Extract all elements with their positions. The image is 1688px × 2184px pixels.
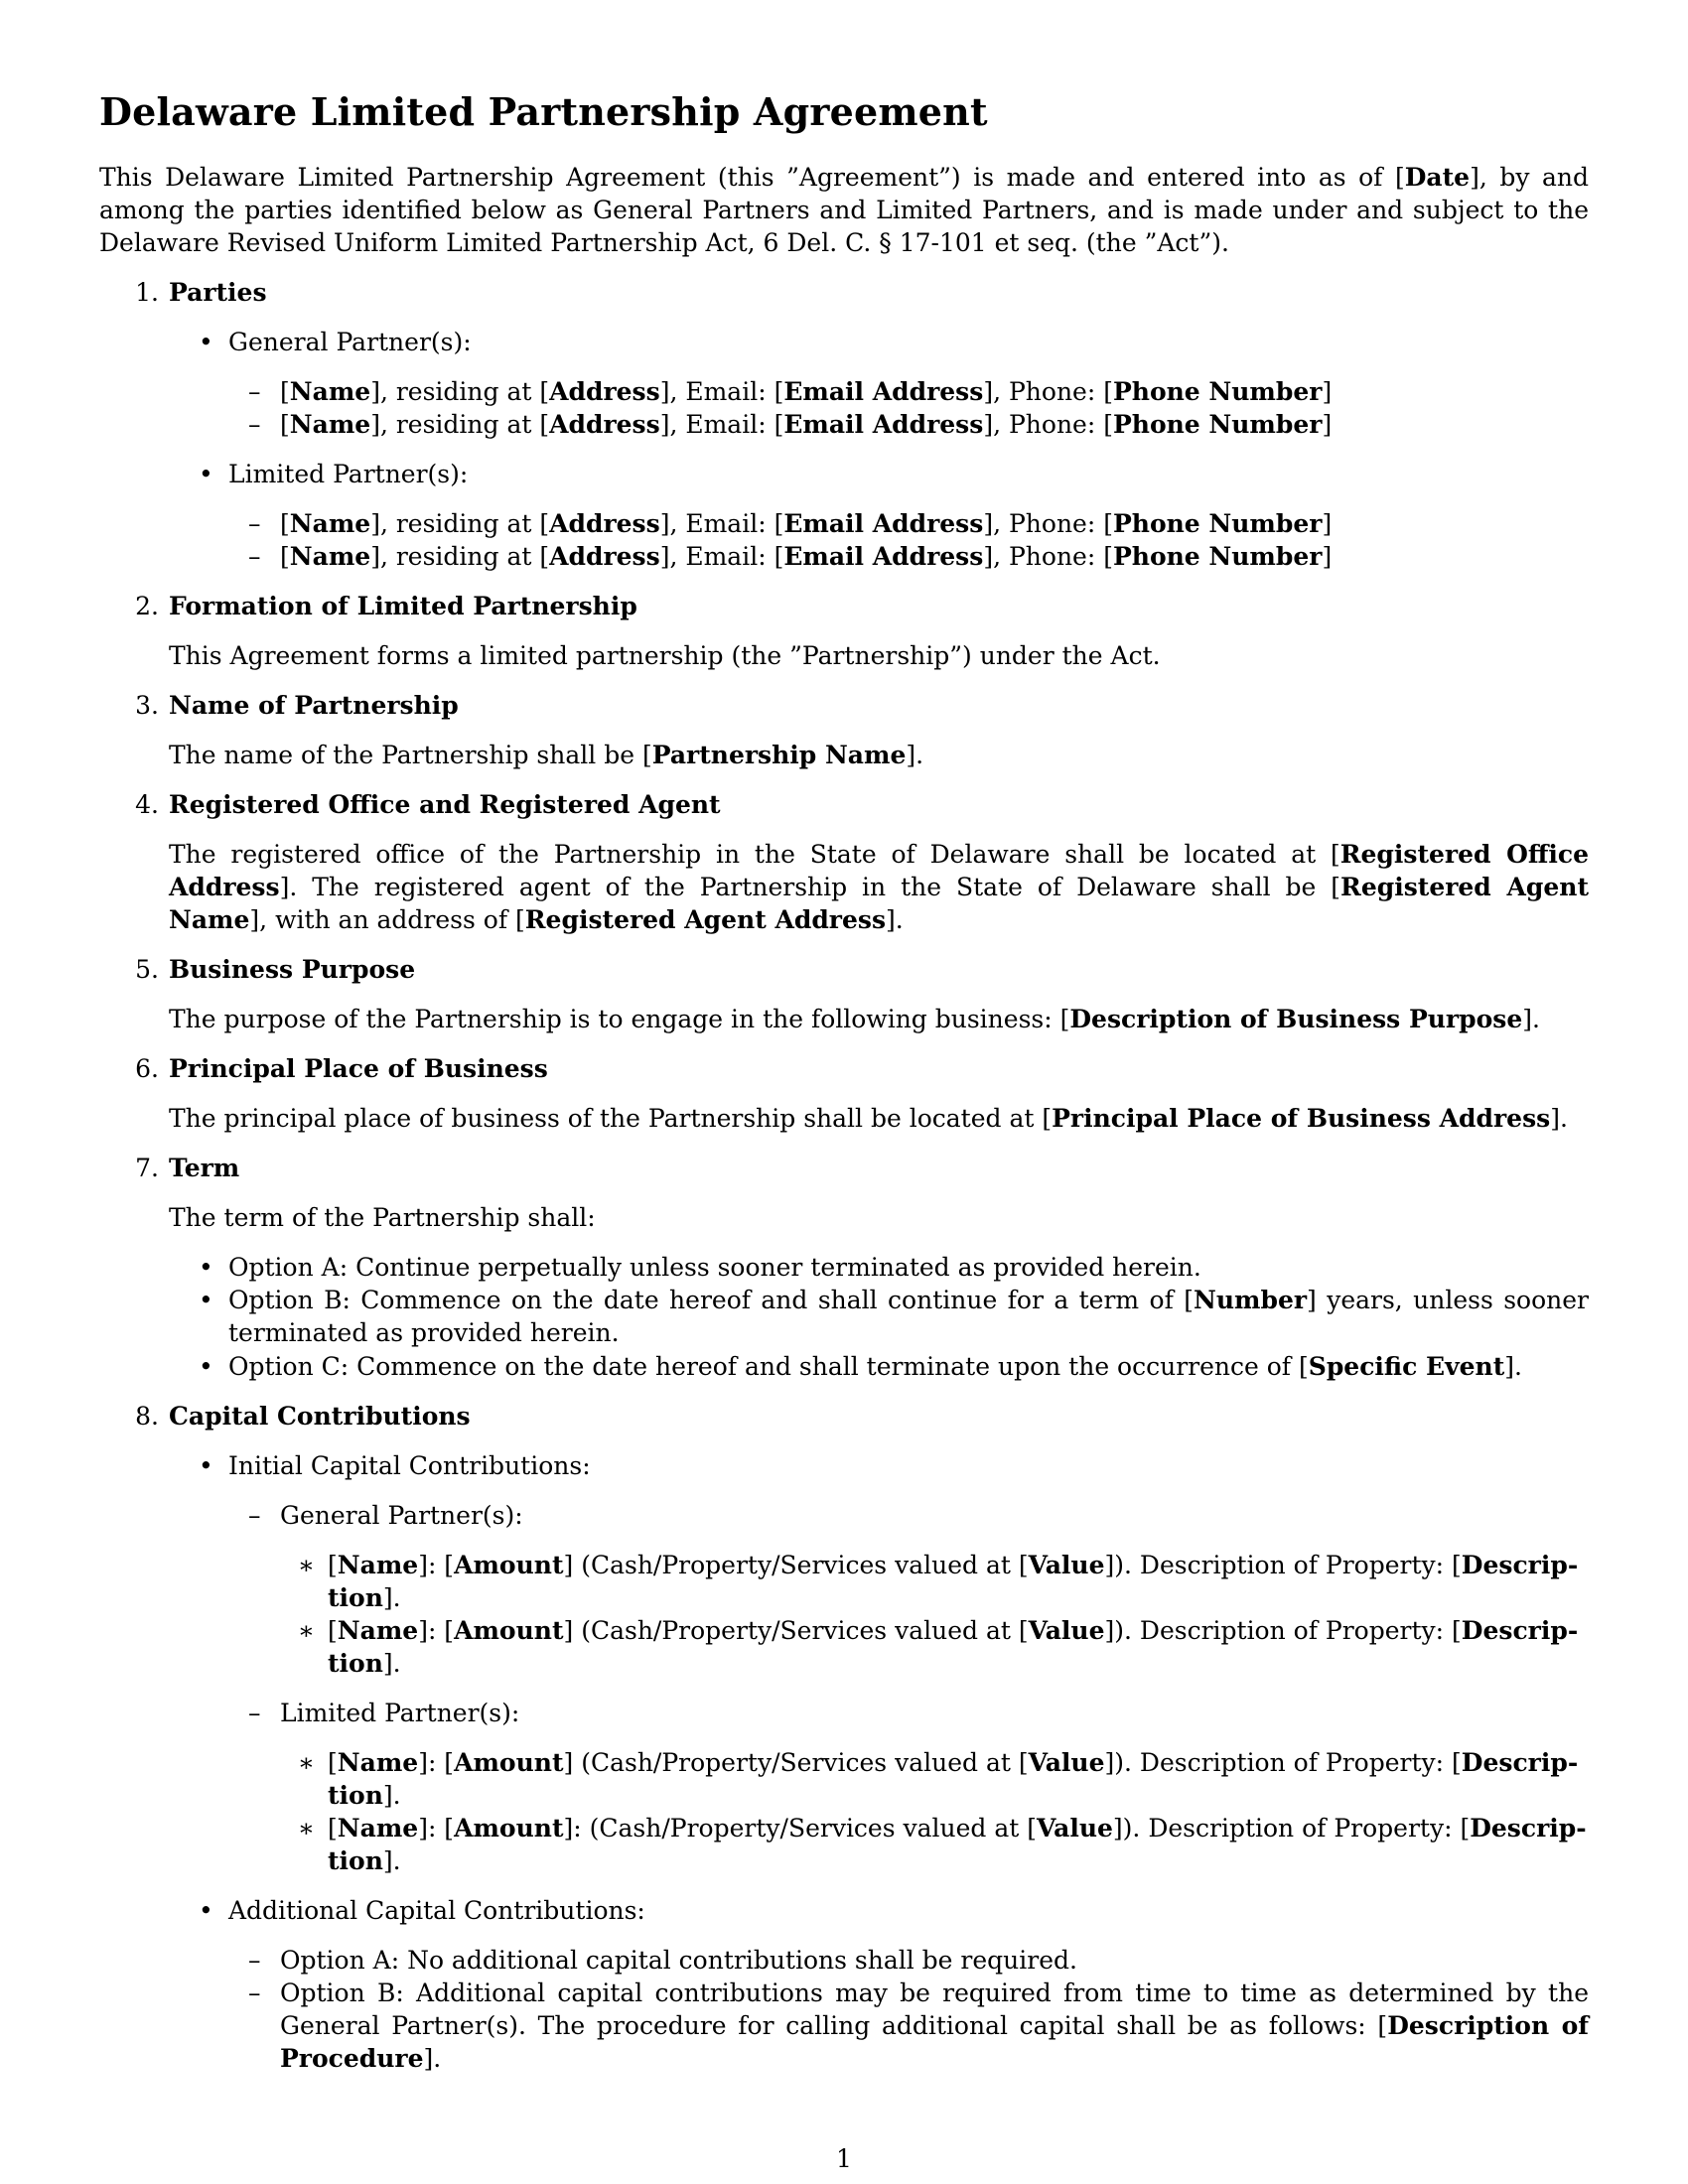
bullet-icon: • bbox=[199, 1286, 213, 1314]
section-heading-formation: Formation of Limited Partnership bbox=[169, 592, 637, 620]
bullet-icon: • bbox=[199, 1451, 213, 1480]
dash-icon: – bbox=[248, 1979, 261, 2007]
formation-text: This Agreement forms a limited partnership (the ”Partnership”) under the Act. bbox=[169, 641, 1161, 670]
contribution-line-cont: tion]. bbox=[328, 1781, 401, 1810]
term-option-a: Option A: Continue perpetually unless sooner terminated as provided herein. bbox=[228, 1253, 1201, 1282]
additional-option-b: Option B: Additional capital contributions may be required from time to time as determined by the General Partner(s). The procedure for calling additional capital shall be as follows: [Description of Procedure]. bbox=[280, 1979, 1590, 2073]
contribution-line-cont: tion]. bbox=[328, 1583, 401, 1612]
section-number: 8. bbox=[135, 1402, 159, 1431]
dash-icon: – bbox=[248, 1501, 261, 1530]
partner-line: [Name], residing at [Address], Email: [Email Address], Phone: [Phone Number] bbox=[280, 410, 1333, 439]
dash-icon: – bbox=[248, 509, 261, 538]
dash-icon: – bbox=[248, 377, 261, 406]
limited-partners-label: Limited Partner(s): bbox=[228, 460, 469, 488]
additional-contributions-label: Additional Capital Contributions: bbox=[228, 1896, 645, 1925]
intro-paragraph: This Delaware Limited Partnership Agreement (this ”Agreement”) is made and entered into as of [Date], by and among the parties identified below as General Partners and Limited Partners, and is made under and subject to the Delaware Revised Uniform Limited Partnership Act, 6 Del. C. § 17-101 et seq. (the ”Act”). bbox=[99, 163, 1589, 257]
section-heading-parties: Parties bbox=[169, 278, 267, 307]
document-title: Delaware Limited Partnership Agreement bbox=[99, 89, 988, 134]
section-number: 4. bbox=[135, 790, 159, 819]
asterisk-icon: ∗ bbox=[298, 1551, 315, 1579]
contribution-line: [Name]: [Amount]: (Cash/Property/Services valued at [Value]). Description of Property: [Descrip- bbox=[328, 1814, 1587, 1843]
dash-icon: – bbox=[248, 1946, 261, 1975]
principal-place-text: The principal place of business of the Partnership shall be located at [Principal Place of Business Address]. bbox=[169, 1104, 1568, 1133]
section-number: 6. bbox=[135, 1054, 159, 1083]
bullet-icon: • bbox=[199, 1352, 213, 1381]
capital-gp-label: General Partner(s): bbox=[280, 1501, 523, 1530]
section-heading-principal-place: Principal Place of Business bbox=[169, 1054, 548, 1083]
bullet-icon: • bbox=[199, 1896, 213, 1925]
contribution-line: [Name]: [Amount] (Cash/Property/Services valued at [Value]). Description of Property: [Descrip- bbox=[328, 1616, 1579, 1645]
asterisk-icon: ∗ bbox=[298, 1616, 315, 1645]
partnership-name-text: The name of the Partnership shall be [Partnership Name]. bbox=[169, 741, 924, 769]
business-purpose-text: The purpose of the Partnership is to engage in the following business: [Description of Business Purpose]. bbox=[169, 1005, 1540, 1033]
additional-option-a: Option A: No additional capital contributions shall be required. bbox=[280, 1946, 1077, 1975]
contribution-line: [Name]: [Amount] (Cash/Property/Services valued at [Value]). Description of Property: [Descrip- bbox=[328, 1551, 1579, 1579]
section-number: 1. bbox=[135, 278, 159, 307]
section-number: 5. bbox=[135, 955, 159, 984]
section-number: 2. bbox=[135, 592, 159, 620]
section-heading-registered-office: Registered Office and Registered Agent bbox=[169, 790, 721, 819]
section-number: 7. bbox=[135, 1154, 159, 1182]
partner-line: [Name], residing at [Address], Email: [Email Address], Phone: [Phone Number] bbox=[280, 542, 1333, 571]
bullet-icon: • bbox=[199, 1253, 213, 1282]
term-option-b: Option B: Commence on the date hereof and shall continue for a term of [Number] years, unless sooner terminated as provided herein. bbox=[228, 1286, 1590, 1347]
general-partners-label: General Partner(s): bbox=[228, 328, 472, 356]
term-option-c: Option C: Commence on the date hereof and shall terminate upon the occurrence of [Specific Event]. bbox=[228, 1352, 1522, 1381]
term-intro: The term of the Partnership shall: bbox=[169, 1203, 596, 1232]
asterisk-icon: ∗ bbox=[298, 1814, 315, 1843]
capital-lp-label: Limited Partner(s): bbox=[280, 1699, 520, 1727]
partner-line: [Name], residing at [Address], Email: [Email Address], Phone: [Phone Number] bbox=[280, 509, 1333, 538]
section-heading-capital: Capital Contributions bbox=[169, 1402, 471, 1431]
dash-icon: – bbox=[248, 1699, 261, 1727]
section-heading-name: Name of Partnership bbox=[169, 691, 459, 720]
page-number: 1 bbox=[836, 2144, 852, 2173]
section-number: 3. bbox=[135, 691, 159, 720]
section-heading-business-purpose: Business Purpose bbox=[169, 955, 416, 984]
bullet-icon: • bbox=[199, 460, 213, 488]
bullet-icon: • bbox=[199, 328, 213, 356]
section-heading-term: Term bbox=[169, 1154, 240, 1182]
contribution-line-cont: tion]. bbox=[328, 1846, 401, 1875]
contribution-line: [Name]: [Amount] (Cash/Property/Services valued at [Value]). Description of Property: [Descrip- bbox=[328, 1748, 1579, 1777]
registered-office-text: The registered office of the Partnership in the State of Delaware shall be located at [Registered Office Address]. The registered agent of the Partnership in the State of Delaware shall be [Registered Agent Name], with an address of [Registered Agent Address]. bbox=[169, 840, 1589, 934]
contribution-line-cont: tion]. bbox=[328, 1649, 401, 1678]
dash-icon: – bbox=[248, 410, 261, 439]
dash-icon: – bbox=[248, 542, 261, 571]
asterisk-icon: ∗ bbox=[298, 1748, 315, 1777]
initial-contributions-label: Initial Capital Contributions: bbox=[228, 1451, 591, 1480]
partner-line: [Name], residing at [Address], Email: [Email Address], Phone: [Phone Number] bbox=[280, 377, 1333, 406]
